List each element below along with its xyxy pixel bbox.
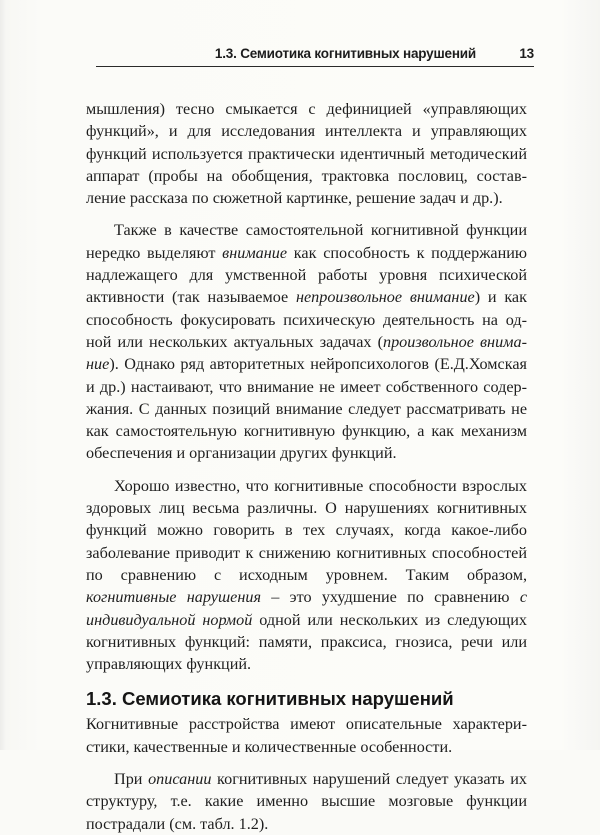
text-run: – это ухудшение по сравнению	[261, 588, 520, 607]
text-run: одной или нескольких из следующих когнитивных функций: памяти, праксиса, гнозиса, речи или управляющих функций.	[86, 610, 528, 674]
italic-term: описании	[148, 770, 212, 789]
running-header-title: 1.3. Семиотика когнитивных нарушений	[214, 46, 476, 61]
italic-term: с индивидуальной нормой	[86, 588, 527, 629]
paragraph-text: Когнитивные расстройства имеют описательные характеристики, качественные и количественные особенности.	[86, 715, 527, 756]
paragraph-continuation	[86, 98, 527, 209]
section-paragraph-intro	[86, 713, 527, 758]
paragraph-cognitive-impairment	[86, 475, 527, 676]
text-run: когнитивных нарушений следует указать их структуру, т.е. какие именно высшие мозговые функции пострадали (см. табл. 1.2).	[86, 770, 528, 833]
running-header	[96, 44, 534, 67]
paragraph-text: мышления) тесно смыкается с дефиницией «управляющих функций», и для исследования интеллекта и управляющих функций используется практически идентичный методический аппарат (пробы на обобщения, трактовка пословиц, составление рассказа по сюжетной картинке, решение задач и др.).	[86, 100, 527, 208]
text-run: ). Однако ряд авторитетных нейропсихологов (Е.Д.Хомская и др.) настаивают, что внимание не имеет собственного содержания. С данных позиций внимание следует рассматривать не как самостоятельную когнитивную функцию, а как механизм обеспечения и организации других функций.	[86, 355, 527, 463]
text-run: При	[114, 770, 149, 789]
text-run: ) и как способность фокусировать психическую деятельность на одной или нескольких актуальных задачах (	[86, 288, 527, 351]
italic-term: когнитивные нарушения	[86, 588, 261, 607]
italic-term: внимание	[222, 243, 288, 262]
paragraph-attention	[86, 219, 527, 464]
italic-term: непроизвольное внимание	[295, 288, 475, 307]
text-run: Также в качестве самостоятельной когнитивной функции нередко выделяют	[86, 221, 527, 262]
text-run: как способность к поддержанию надлежащего для умственной работы уровня психической активности (так называемое	[86, 243, 528, 307]
text-run: Хорошо известно, что когнитивные способности взрослых здоровых лиц весьма различны. О нарушениях когнитивных функций можно говорить в тех случаях, когда какое-либо заболевание приводит к снижению когнитивных способностей по сравнению с исходным уровнем. Таким образом,	[86, 476, 527, 584]
page-number: 13	[519, 46, 534, 61]
body-text	[86, 98, 527, 835]
section-paragraph-description	[86, 768, 527, 835]
section-heading: 1.3. Семиотика когнитивных нарушений	[86, 688, 454, 710]
italic-term: произвольное внимание	[86, 332, 527, 374]
